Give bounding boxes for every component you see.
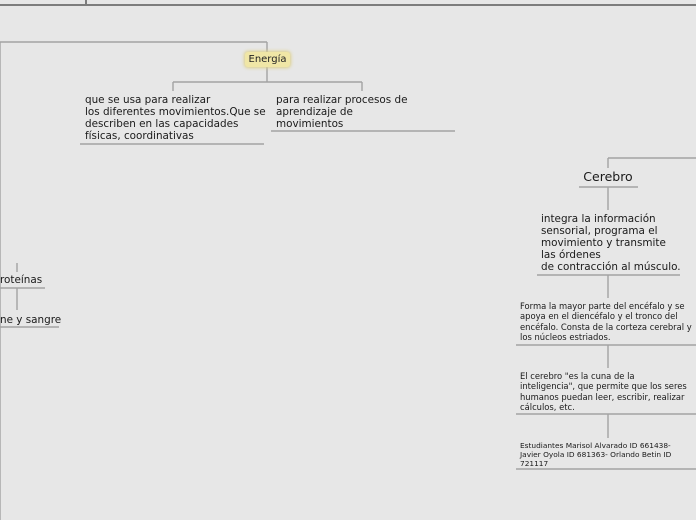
node-proteinas[interactable]: roteínas — [0, 274, 43, 286]
energia-topic[interactable] — [245, 52, 290, 67]
cerebro-topic[interactable]: Cerebro — [583, 169, 633, 184]
node-sangre[interactable]: ne y sangre — [0, 314, 62, 326]
energia-child-aprendizaje[interactable]: para realizar procesos de aprendizaje de movimientos — [276, 94, 408, 130]
credits-note[interactable]: Estudiantes Marisol Alvarado ID 661438- Javier Oyola ID 681363- Orlando Betin ID 721117 — [520, 441, 672, 468]
cerebro-description[interactable]: integra la información sensorial, programa el movimiento y transmite las órdenes de contracción al músculo. — [541, 213, 681, 273]
energia-topic-label: Energía — [248, 54, 287, 65]
cerebro-detail-intelligence[interactable]: El cerebro "es la cuna de la inteligencia", que permite que los seres humanos puedan leer, escribir, realizar cálculos, etc. — [520, 371, 687, 413]
cerebro-detail-structure[interactable]: Forma la mayor parte del encéfalo y se apoya en el diencéfalo y el tronco del encéfalo. Consta de la corteza cerebral y los núcleos estriados. — [520, 301, 692, 343]
energia-child-uso[interactable]: que se usa para realizar los diferentes movimientos.Que se describen en las capacidades físicas, coordinativas — [85, 94, 266, 142]
